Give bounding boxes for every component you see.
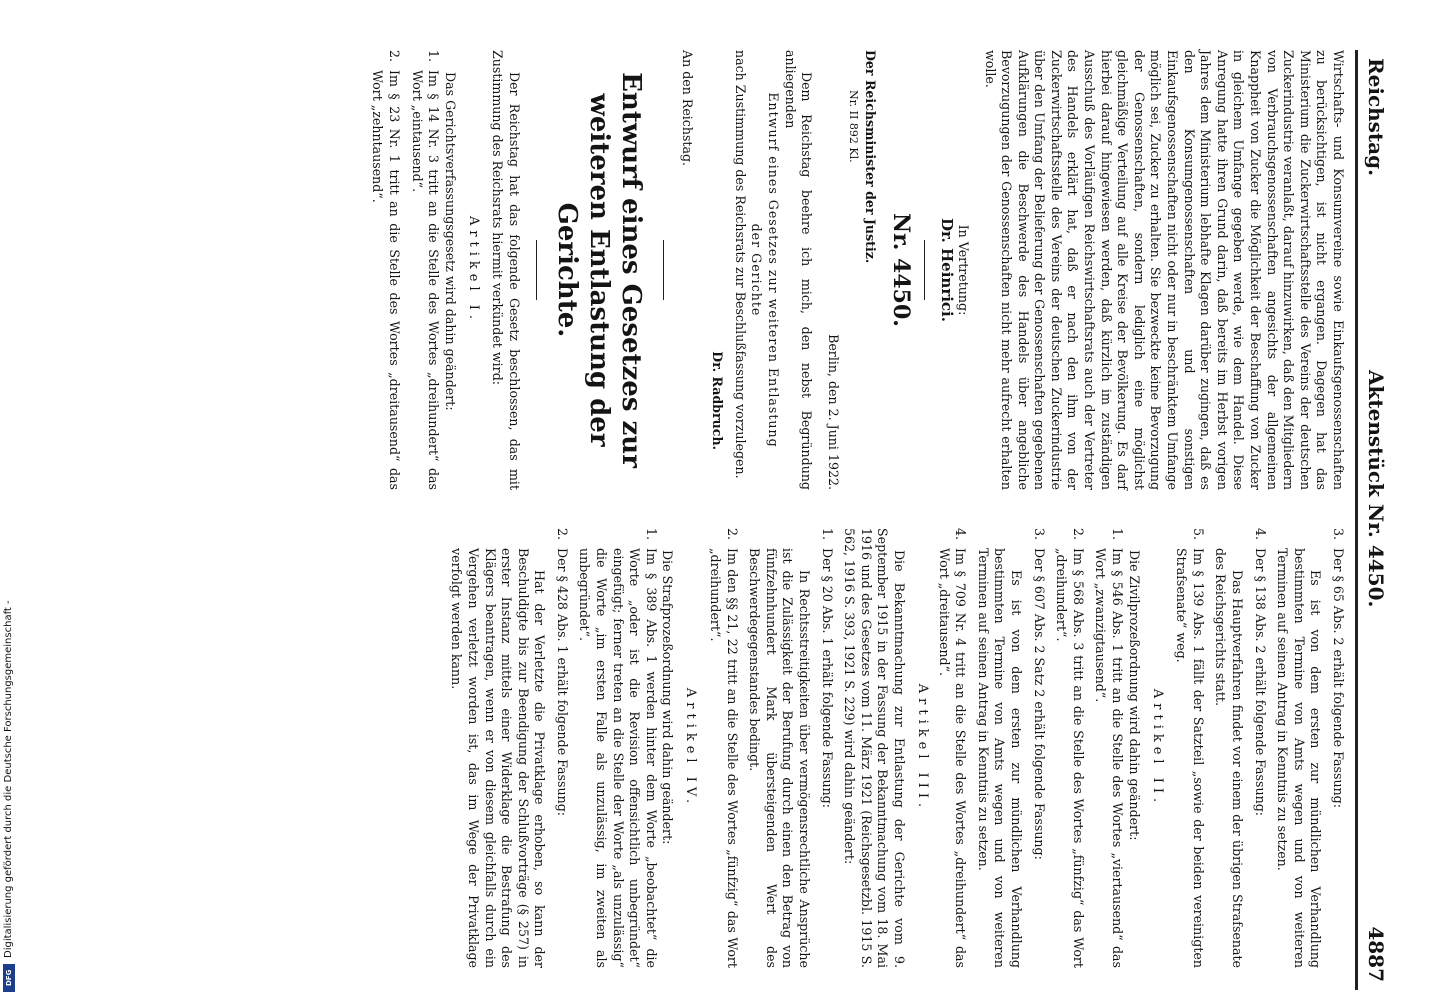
signature-name: Dr. Heinrici.: [937, 218, 956, 322]
cover-text-continued: nach Zustimmung des Reichsrats zur Beschlußfassung vorzulegen.: [732, 50, 748, 479]
quoted-provision: Es ist von dem ersten zur mündlichen Verhandlung bestimmten Termine von Amts wegen und von weiteren Terminen auf seinen Antrag in Kenntnis zu setzen.: [975, 548, 1025, 968]
article-intro: Die Zivilprozeßordnung wird dahin geändert:: [1126, 550, 1142, 841]
list-item: 2. Der § 428 Abs. 1 erhält folgende Fassung:: [554, 528, 570, 816]
sender-line: Der Reichsminister der Justiz.: [863, 50, 878, 264]
list-item: 2. Im § 568 Abs. 3 tritt an die Stelle des Wortes „fünfzig“ das Wort „dreihundert“.: [1054, 528, 1086, 968]
list-item: 3. Der § 607 Abs. 2 Satz 2 erhält folgende Fassung:: [1031, 528, 1047, 860]
page-header: [1354, 50, 1390, 990]
right-column-top: [936, 528, 1346, 968]
preamble: Der Reichstag hat das folgende Gesetz beschlossen, das mit Zustimmung des Reichsrats hiermit verkündet wird:: [490, 50, 523, 490]
bill-title: Entwurf eines Gesetzes zur weiteren Entlastung der Gerichte.: [552, 72, 647, 468]
left-column-bottom: [128, 50, 938, 490]
page-number: 4887: [1364, 926, 1388, 982]
quoted-provision: Hat der Verletzte die Privatklage erhoben, so kann der Beschuldigte bis zur Beendigung der Schlußvorträge (§ 257) in erster Instanz mittels einer Widerklage die Bestrafung des Klägers beantragen, wenn er von diesem gleichfalls durch ein Vergehen verletzt worden ist, das im Wege der Privatklage verfolgt werden kann.: [449, 548, 548, 968]
article-heading: Artikel IV.: [683, 687, 699, 809]
signature-role: In Vertretung:: [955, 224, 971, 316]
header-document-number: Aktenstück Nr. 4450.: [1364, 370, 1388, 608]
list-item: 1. Im § 546 Abs. 1 tritt an die Stelle des Wortes „viertausend“ das Wort „zwanzigtausend“.: [1093, 528, 1126, 968]
quoted-provision: Das Hauptverfahren findet vor einem der übrigen Strafsenate des Reichsgerichts statt.: [1213, 548, 1246, 968]
article-heading: Artikel III.: [915, 683, 930, 813]
cover-text: Dem Reichstag beehre ich mich, den nebst Begründung anliegenden: [782, 50, 815, 490]
article-heading: Artikel I.: [465, 215, 481, 325]
list-item: 2. Im den §§ 21, 22 tritt an die Stelle des Wortes „fünfzig“ das Wort „dreihundert“.: [708, 528, 740, 968]
article-intro: Das Gerichtsverfassungsgesetz wird dahin geändert:: [442, 72, 458, 411]
place-date: Berlin, den 2. Juni 1922.: [825, 334, 841, 490]
left-column-top: [937, 50, 1346, 490]
header-rule: [1355, 50, 1358, 990]
reference-number: Nr. II 892 Kl.: [847, 90, 861, 163]
right-column-bottom: [128, 528, 938, 968]
list-item: 2. Im § 23 Nr. 1 tritt an die Stelle des Wortes „dreitausend“ das Wort „zehntausend“.: [370, 50, 403, 490]
document-number-heading: Nr. 4450.: [888, 213, 914, 327]
list-item: 4. Im § 709 Nr. 4 tritt an die Stelle des Wortes „dreihundert“ das Wort „dreitausend“.: [936, 528, 969, 968]
divider: [536, 240, 537, 300]
list-item: 5. Im § 139 Abs. 1 fällt der Satzteil „sowie der beiden vereinigten Strafsenate“ weg.: [1174, 528, 1206, 968]
digitization-credit-text: Digitalisierung gefördert durch die Deutsche Forschungsgemeinschaft -: [3, 600, 14, 958]
quoted-provision: Es ist von dem ersten zur mündlichen Verhandlung bestimmten Termine von Amts wegen und von weiteren Terminen auf seinen Antrag in Kenntnis zu setzen.: [1275, 548, 1324, 968]
article-intro: Die Strafprozeßordnung wird dahin geändert:: [660, 550, 676, 845]
dfg-logo-icon: DFG: [3, 964, 15, 992]
previous-report-paragraph: Wirtschafts- und Konsumvereine sowie Einkaufsgenossenschaften zu berücksichtigen, ist nicht ergangen. Dagegen hat das Ministerium die Zuckerwirtschaftsstelle des Vereins der deutschen Zuckerindustrie veranlaßt, darauf hinzuwirken, daß den Mitgliedern von Verbrauchsgenossenschaften angesichts der allgemeinen Knappheit von Zucker die Möglichkeit der Beschaffung von Zucker in gleichem Umfange gegeben werde, wie dem Handel. Diese Anregung hatte ihren Grund darin, daß bereits im Herbst vorigen Jahres dem Ministerium lebhafte Klagen darüber zugingen, daß es den Konsumgenossenschaften und sonstigen Einkaufsgenossenschaften nicht oder nur in beschränktem Umfange möglich sei, Zucker zu erhalten. Sie bezweckte keine Bevorzugung der Genossenschaften, sondern lediglich eine möglichst gleichmäßige Verteilung auf alle Kreise der Bevölkerung. Es darf hierbei darauf hingewiesen werden, daß kürzlich im zuständigen Ausschuß des Vorläufigen Reichswirtschaftsrats auch der Vertreter des Handels erklärt hat, daß er nach den ihm von der Zuckerwirtschaftsstelle des Vereins der deutschen Zuckerindustrie über den Umfang der Belieferung der Genossenschaften gegebenen Aufklärungen die Beschwerde des Handels über angebliche Bevorzugungen der Genossenschaften nicht mehr aufrecht erhalten wolle.: [982, 50, 1346, 490]
list-item: 1. Der § 20 Abs. 1 erhält folgende Fassung:: [819, 528, 835, 808]
header-reichstag: Reichstag.: [1364, 58, 1388, 177]
recipient-line: An den Reichstag.: [679, 50, 695, 167]
enclosure-title: Entwurf eines Gesetzes zur weiteren Entlastung der Gerichte: [749, 92, 782, 448]
quoted-provision: In Rechtsstreitigkeiten über vermögensrechtliche Ansprüche ist die Zulässigkeit der Berufung durch einen den Betrag von fünfzehnhundert Mark übersteigenden Wert des Beschwerdegegenstandes bedingt.: [747, 548, 813, 968]
list-item: 1. Im § 14 Nr. 3 tritt an die Stelle des Wortes „dreihundert“ das Wort „eintausend“.: [409, 50, 442, 490]
digitization-margin-note: [0, 0, 20, 1000]
list-item: 3. Der § 65 Abs. 2 erhält folgende Fassung:: [1331, 528, 1346, 808]
article-intro: Die Bekanntmachung zur Entlastung der Gerichte vom 9. September 1915 in der Fassung der Bekanntmachung vom 18. Mai 1916 und des Gesetzes vom 11. März 1921 (Reichsgesetzbl. 1915 S. 562, 1916 S. 393, 1921 S. 229) wird dahin geändert:: [842, 528, 907, 968]
list-item: 4. Der § 138 Abs. 2 erhält folgende Fassung:: [1252, 528, 1268, 816]
article-heading: Artikel II.: [1149, 688, 1165, 808]
rotated-document-page: [120, 50, 1390, 990]
list-item: 1. Im § 389 Abs. 1 werden hinter dem Worte „beobachtet“ die Worte „oder ist die Revision offensichtlich unbegründet“ eingefügt; ferner treten an die Stelle der Worte „als unzulässig“ die Worte „im ersten Falle als unzulässig, im zweiten als unbegründet“.: [577, 528, 659, 968]
signer-name: Dr. Radbruch.: [710, 351, 726, 450]
divider: [663, 240, 664, 300]
